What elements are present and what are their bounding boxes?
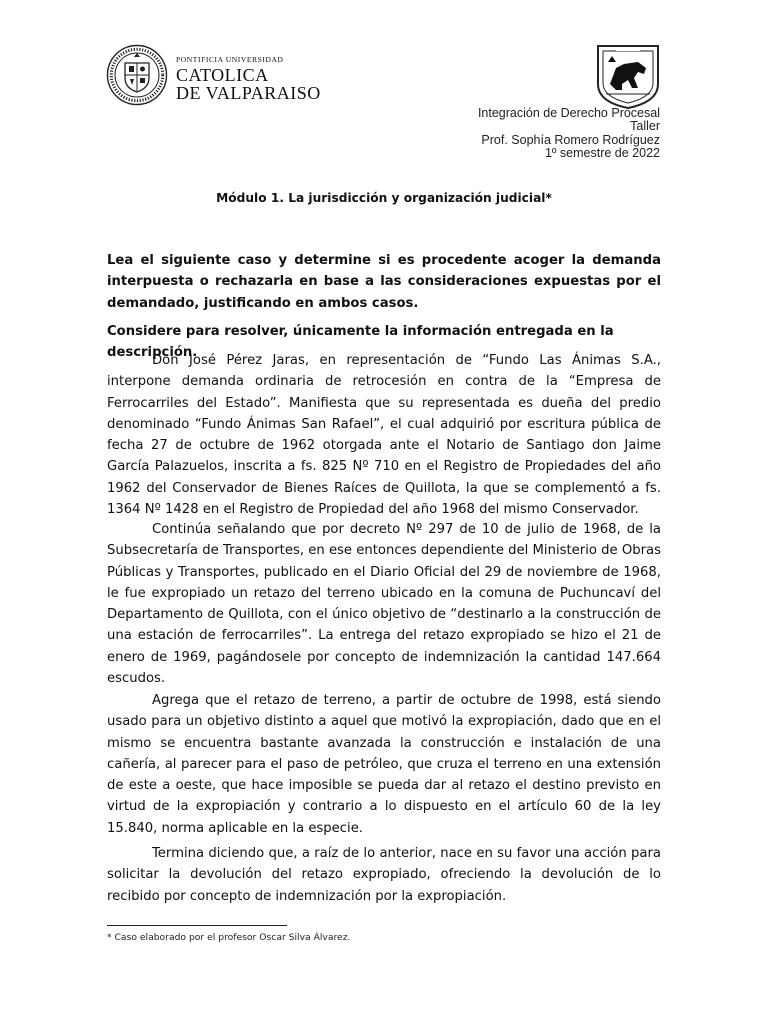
course-info	[478, 107, 660, 161]
university-seal-icon	[106, 44, 168, 106]
course-name: Integración de Derecho Procesal	[477, 106, 660, 120]
module-title: Módulo 1. La jurisdicción y organización judicial*	[216, 191, 552, 205]
case-paragraph-2: Continúa señalando que por decreto Nº 297 de 10 de julio de 1968, de la Subsecretaría de Transportes, en ese entonces dependiente del Ministerio de Obras Públicas y Transportes, publicado en el Diario Oficial del 29 de noviembre de 1968, le fue expropiado un retazo del terreno ubicado en la comuna de Puchuncaví del Departamento de Quillota, con el único objetivo de “destinarlo a la construcción de una estación de ferrocarriles”. La entrega del retazo expropiado se hizo el 21 de enero de 1969, pagándosele por concepto de indemnización la cantidad 147.664 escudos.	[107, 522, 661, 687]
semester: 1º semestre de 2022	[544, 146, 660, 161]
footnote: * Caso elaborado por el profesor Oscar Silva Álvarez.	[107, 932, 351, 943]
case-paragraph-1: Don José Pérez Jaras, en representación de “Fundo Las Ánimas S.A., interpone demanda ordinaria de retrocesión en contra de la “Empresa de Ferrocarriles del Estado”. Manifiesta que su representada es dueña del predio denominado “Fundo Ánimas San Rafael”, el cual adquirió por escritura pública de fecha 27 de octubre de 1962 otorgada ante el Notario de Santiago don Jaime García Palazuelos, inscrita a fs. 825 Nº 710 en el Registro de Propiedades del año 1962 del Conservador de Bienes Raíces de Quillota, la que se complementó a fs. 1364 Nº 1428 en el Registro de Propiedad del año 1968 del mismo Conservador.	[107, 353, 661, 518]
university-logo	[106, 44, 321, 108]
case-paragraph-4: Termina diciendo que, a raíz de lo anterior, nace en su favor una acción para solicitar la devolución del retazo expropiado, ofreciendo la devolución de lo recibido por concepto de indemnización por la expropiación.	[107, 846, 661, 904]
case-paragraph-3: Agrega que el retazo de terreno, a partir de octubre de 1998, está siendo usado para un objetivo distinto a aquel que motivó la expropiación, dado que en el mismo se encuentra bastante avanzada la construcción e instalación de una cañería, al parecer para el paso de petróleo, que cruza el terreno en una extensión de este a oeste, que hace imposible se pueda dar al retazo el destino previsto en virtud de la expropiación y contrario a lo dispuesto en el artículo 60 de la ley 15.840, norma aplicable en la especie.	[107, 693, 661, 836]
instruction-main: Lea el siguiente caso y determine si es procedente acoger la demanda interpuesta o rechazarla en base a las consideraciones expuestas por el demandado, justificando en ambos casos.	[107, 253, 661, 311]
footnote-separator	[107, 925, 287, 926]
professor-name: Prof. Sophía Romero Rodríguez	[481, 132, 660, 147]
university-name-line2: CATOLICA	[176, 64, 269, 85]
university-name-line1: PONTIFICIA UNIVERSIDAD	[176, 55, 284, 64]
instruction-secondary: Considere para resolver, únicamente la información entregada en la descripción.	[107, 324, 614, 361]
school-crest-icon	[594, 44, 662, 110]
university-name-line3: DE VALPARAISO	[176, 82, 321, 103]
university-name	[176, 56, 321, 102]
course-type: Taller	[630, 119, 660, 134]
